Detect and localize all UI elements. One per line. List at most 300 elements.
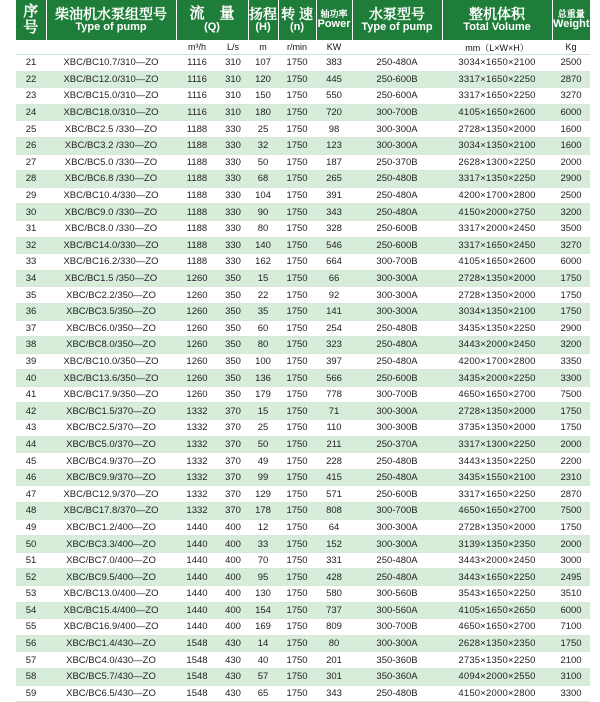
cell-flow: 1260 — [176, 353, 218, 370]
cell-type: XBC/BC6.0/350—ZO — [46, 320, 176, 337]
cell-vol: 3443×2000×2450 — [442, 552, 552, 569]
cell-vol: 4105×1650×2650 — [442, 602, 552, 619]
table-row — [16, 353, 590, 370]
cell-no: 40 — [16, 370, 46, 387]
cell-type: XBC/BC8.0/350—ZO — [46, 337, 176, 354]
cell-type: XBC/BC17.8/370—ZO — [46, 503, 176, 520]
cell-flow: 1188 — [176, 171, 218, 188]
cell-ls: 330 — [218, 254, 248, 271]
cell-lift: 169 — [248, 619, 278, 636]
cell-no: 55 — [16, 619, 46, 636]
cell-type: XBC/BC2.5/370—ZO — [46, 420, 176, 437]
cell-ptype: 350-360A — [352, 668, 442, 685]
cell-type: XBC/BC4.9/370—ZO — [46, 453, 176, 470]
cell-speed: 1750 — [278, 586, 316, 603]
cell-power: 71 — [316, 403, 352, 420]
header-type: 柴油机水泵组型号 Type of pump — [46, 0, 176, 40]
cell-type: XBC/BC3.5/350—ZO — [46, 303, 176, 320]
cell-ptype: 250-480A — [352, 55, 442, 72]
header-flow: 流 量 (Q) — [176, 0, 248, 40]
cell-vol: 3317×1650×2250 — [442, 88, 552, 105]
cell-vol: 3435×2000×2250 — [442, 370, 552, 387]
cell-type: XBC/BC17.9/350—ZO — [46, 386, 176, 403]
cell-no: 56 — [16, 635, 46, 652]
cell-no: 28 — [16, 171, 46, 188]
cell-flow: 1548 — [176, 685, 218, 702]
unit-cell: Kg — [552, 40, 590, 55]
table-row — [16, 237, 590, 254]
cell-weight: 2870 — [552, 486, 590, 503]
cell-lift: 25 — [248, 121, 278, 138]
cell-lift: 130 — [248, 586, 278, 603]
header-pump-type: 水泵型号 Type of pump — [352, 0, 442, 40]
cell-power: 141 — [316, 303, 352, 320]
cell-ptype: 250-600B — [352, 486, 442, 503]
cell-lift: 80 — [248, 337, 278, 354]
cell-ls: 350 — [218, 386, 248, 403]
table-row — [16, 436, 590, 453]
cell-weight: 1750 — [552, 635, 590, 652]
cell-weight: 3100 — [552, 668, 590, 685]
cell-flow: 1332 — [176, 403, 218, 420]
cell-weight: 2495 — [552, 569, 590, 586]
cell-weight: 3500 — [552, 220, 590, 237]
cell-vol: 2735×1350×2250 — [442, 652, 552, 669]
cell-lift: 95 — [248, 569, 278, 586]
cell-speed: 1750 — [278, 619, 316, 636]
cell-weight: 2310 — [552, 469, 590, 486]
cell-power: 550 — [316, 88, 352, 105]
cell-lift: 140 — [248, 237, 278, 254]
cell-lift: 50 — [248, 154, 278, 171]
cell-lift: 35 — [248, 303, 278, 320]
cell-power: 331 — [316, 552, 352, 569]
cell-power: 397 — [316, 353, 352, 370]
cell-power: 254 — [316, 320, 352, 337]
cell-speed: 1750 — [278, 88, 316, 105]
cell-vol: 4200×1700×2800 — [442, 353, 552, 370]
cell-no: 51 — [16, 552, 46, 569]
table-row — [16, 71, 590, 88]
cell-power: 201 — [316, 652, 352, 669]
cell-no: 32 — [16, 237, 46, 254]
cell-ls: 350 — [218, 270, 248, 287]
cell-flow: 1188 — [176, 254, 218, 271]
cell-type: XBC/BC4.0/430—ZO — [46, 652, 176, 669]
cell-ls: 350 — [218, 287, 248, 304]
cell-power: 808 — [316, 503, 352, 520]
cell-vol: 4094×2000×2550 — [442, 668, 552, 685]
cell-speed: 1750 — [278, 55, 316, 72]
cell-weight: 3200 — [552, 337, 590, 354]
cell-ptype: 250-480B — [352, 685, 442, 702]
cell-ls: 400 — [218, 569, 248, 586]
cell-weight: 2500 — [552, 55, 590, 72]
cell-ls: 330 — [218, 171, 248, 188]
cell-flow: 1440 — [176, 569, 218, 586]
cell-lift: 180 — [248, 104, 278, 121]
table-row — [16, 204, 590, 221]
cell-no: 34 — [16, 270, 46, 287]
cell-power: 323 — [316, 337, 352, 354]
cell-lift: 57 — [248, 668, 278, 685]
cell-speed: 1750 — [278, 320, 316, 337]
cell-ptype: 300-300A — [352, 536, 442, 553]
cell-ls: 400 — [218, 586, 248, 603]
cell-flow: 1188 — [176, 237, 218, 254]
table-row — [16, 519, 590, 536]
cell-weight: 2870 — [552, 71, 590, 88]
cell-ptype: 300-700B — [352, 503, 442, 520]
cell-power: 228 — [316, 453, 352, 470]
cell-speed: 1750 — [278, 254, 316, 271]
cell-ls: 430 — [218, 685, 248, 702]
cell-ptype: 300-300B — [352, 420, 442, 437]
cell-ptype: 250-480B — [352, 320, 442, 337]
cell-ls: 370 — [218, 436, 248, 453]
cell-no: 53 — [16, 586, 46, 603]
cell-type: XBC/BC16.9/400—ZO — [46, 619, 176, 636]
cell-speed: 1750 — [278, 220, 316, 237]
cell-ls: 430 — [218, 652, 248, 669]
table-row — [16, 171, 590, 188]
cell-speed: 1750 — [278, 353, 316, 370]
cell-speed: 1750 — [278, 154, 316, 171]
cell-type: XBC/BC10.7/310—ZO — [46, 55, 176, 72]
cell-no: 29 — [16, 187, 46, 204]
cell-no: 45 — [16, 453, 46, 470]
cell-lift: 49 — [248, 453, 278, 470]
cell-type: XBC/BC5.7/430—ZO — [46, 668, 176, 685]
cell-ptype: 250-480A — [352, 569, 442, 586]
cell-ptype: 250-480A — [352, 353, 442, 370]
cell-power: 445 — [316, 71, 352, 88]
cell-weight: 3300 — [552, 370, 590, 387]
cell-power: 66 — [316, 270, 352, 287]
cell-power: 80 — [316, 635, 352, 652]
cell-no: 27 — [16, 154, 46, 171]
cell-ls: 430 — [218, 635, 248, 652]
cell-weight: 7500 — [552, 503, 590, 520]
cell-speed: 1750 — [278, 303, 316, 320]
table-row — [16, 453, 590, 470]
cell-lift: 162 — [248, 254, 278, 271]
cell-flow: 1188 — [176, 187, 218, 204]
cell-lift: 90 — [248, 204, 278, 221]
cell-type: XBC/BC2.5 /330—ZO — [46, 121, 176, 138]
cell-no: 37 — [16, 320, 46, 337]
cell-lift: 178 — [248, 503, 278, 520]
cell-flow: 1116 — [176, 55, 218, 72]
cell-no: 52 — [16, 569, 46, 586]
cell-power: 566 — [316, 370, 352, 387]
cell-flow: 1116 — [176, 88, 218, 105]
header-no: 序 号 — [16, 0, 46, 40]
table-row — [16, 586, 590, 603]
cell-no: 35 — [16, 287, 46, 304]
cell-ptype: 250-480B — [352, 453, 442, 470]
cell-lift: 15 — [248, 403, 278, 420]
cell-type: XBC/BC3.2 /330—ZO — [46, 137, 176, 154]
cell-flow: 1260 — [176, 337, 218, 354]
cell-no: 25 — [16, 121, 46, 138]
cell-type: XBC/BC15.0/310—ZO — [46, 88, 176, 105]
cell-flow: 1548 — [176, 652, 218, 669]
cell-type: XBC/BC10.4/330—ZO — [46, 187, 176, 204]
table-row — [16, 668, 590, 685]
cell-speed: 1750 — [278, 652, 316, 669]
cell-ls: 330 — [218, 220, 248, 237]
cell-power: 571 — [316, 486, 352, 503]
cell-flow: 1188 — [176, 137, 218, 154]
cell-type: XBC/BC7.0/400—ZO — [46, 552, 176, 569]
cell-ptype: 300-300A — [352, 137, 442, 154]
cell-lift: 25 — [248, 420, 278, 437]
cell-ptype: 250-600B — [352, 237, 442, 254]
cell-type: XBC/BC12.9/370—ZO — [46, 486, 176, 503]
cell-ptype: 300-560B — [352, 586, 442, 603]
cell-weight: 1600 — [552, 137, 590, 154]
cell-speed: 1750 — [278, 104, 316, 121]
cell-power: 778 — [316, 386, 352, 403]
cell-lift: 68 — [248, 171, 278, 188]
table-row — [16, 187, 590, 204]
cell-lift: 60 — [248, 320, 278, 337]
cell-ls: 350 — [218, 303, 248, 320]
cell-type: XBC/BC14.0/330—ZO — [46, 237, 176, 254]
cell-speed: 1750 — [278, 602, 316, 619]
cell-speed: 1750 — [278, 237, 316, 254]
cell-flow: 1440 — [176, 619, 218, 636]
cell-type: XBC/BC3.3/400—ZO — [46, 536, 176, 553]
cell-type: XBC/BC13.6/350—ZO — [46, 370, 176, 387]
cell-flow: 1260 — [176, 320, 218, 337]
table-row — [16, 88, 590, 105]
cell-type: XBC/BC1.5/370—ZO — [46, 403, 176, 420]
table-row — [16, 254, 590, 271]
cell-speed: 1750 — [278, 503, 316, 520]
cell-lift: 107 — [248, 55, 278, 72]
cell-power: 737 — [316, 602, 352, 619]
cell-ptype: 300-300A — [352, 270, 442, 287]
cell-lift: 80 — [248, 220, 278, 237]
cell-ls: 370 — [218, 486, 248, 503]
cell-flow: 1332 — [176, 436, 218, 453]
cell-no: 38 — [16, 337, 46, 354]
cell-ls: 310 — [218, 55, 248, 72]
table-row — [16, 55, 590, 72]
cell-type: XBC/BC16.2/330—ZO — [46, 254, 176, 271]
cell-ls: 430 — [218, 668, 248, 685]
unit-cell: m — [248, 40, 278, 55]
cell-vol: 2728×1350×2000 — [442, 287, 552, 304]
table-row — [16, 486, 590, 503]
cell-type: XBC/BC13.0/400—ZO — [46, 586, 176, 603]
cell-no: 24 — [16, 104, 46, 121]
cell-ptype: 300-300A — [352, 303, 442, 320]
cell-flow: 1440 — [176, 536, 218, 553]
table-row — [16, 552, 590, 569]
cell-vol: 2728×1350×2000 — [442, 270, 552, 287]
cell-weight: 1750 — [552, 303, 590, 320]
cell-vol: 4200×1700×2800 — [442, 187, 552, 204]
cell-no: 59 — [16, 685, 46, 702]
cell-power: 211 — [316, 436, 352, 453]
cell-vol: 3443×2000×2450 — [442, 337, 552, 354]
table-row — [16, 137, 590, 154]
cell-speed: 1750 — [278, 171, 316, 188]
table-body — [16, 55, 590, 702]
cell-no: 57 — [16, 652, 46, 669]
table-row — [16, 503, 590, 520]
cell-ls: 310 — [218, 88, 248, 105]
cell-vol: 3139×1350×2350 — [442, 536, 552, 553]
cell-lift: 12 — [248, 519, 278, 536]
cell-speed: 1750 — [278, 204, 316, 221]
table-row — [16, 320, 590, 337]
cell-lift: 33 — [248, 536, 278, 553]
table-row — [16, 154, 590, 171]
header-power: 轴功率 Power — [316, 0, 352, 40]
cell-lift: 136 — [248, 370, 278, 387]
cell-ptype: 300-700B — [352, 619, 442, 636]
table-row — [16, 420, 590, 437]
cell-lift: 154 — [248, 602, 278, 619]
cell-vol: 3317×1650×2250 — [442, 71, 552, 88]
cell-ls: 400 — [218, 619, 248, 636]
cell-ls: 350 — [218, 337, 248, 354]
cell-ptype: 300-300A — [352, 519, 442, 536]
cell-speed: 1750 — [278, 685, 316, 702]
cell-vol: 3735×1350×2000 — [442, 420, 552, 437]
cell-no: 23 — [16, 88, 46, 105]
cell-ls: 330 — [218, 154, 248, 171]
cell-flow: 1440 — [176, 552, 218, 569]
cell-lift: 179 — [248, 386, 278, 403]
table-row — [16, 403, 590, 420]
cell-ptype: 300-560A — [352, 602, 442, 619]
cell-weight: 2200 — [552, 453, 590, 470]
cell-weight: 2000 — [552, 536, 590, 553]
cell-type: XBC/BC15.4/400—ZO — [46, 602, 176, 619]
cell-speed: 1750 — [278, 668, 316, 685]
cell-type: XBC/BC5.0 /330—ZO — [46, 154, 176, 171]
cell-vol: 3034×1650×2100 — [442, 55, 552, 72]
cell-flow: 1548 — [176, 635, 218, 652]
cell-ls: 330 — [218, 237, 248, 254]
table-row — [16, 602, 590, 619]
cell-power: 428 — [316, 569, 352, 586]
cell-lift: 129 — [248, 486, 278, 503]
cell-type: XBC/BC9.0 /330—ZO — [46, 204, 176, 221]
table-row — [16, 536, 590, 553]
cell-ls: 370 — [218, 503, 248, 520]
cell-power: 546 — [316, 237, 352, 254]
cell-ptype: 300-300A — [352, 403, 442, 420]
cell-ls: 330 — [218, 204, 248, 221]
cell-vol: 3317×1300×2250 — [442, 436, 552, 453]
cell-type: XBC/BC8.0 /330—ZO — [46, 220, 176, 237]
cell-power: 809 — [316, 619, 352, 636]
table-row — [16, 569, 590, 586]
cell-speed: 1750 — [278, 453, 316, 470]
cell-vol: 3034×1350×2100 — [442, 303, 552, 320]
table-row — [16, 469, 590, 486]
cell-ls: 350 — [218, 320, 248, 337]
cell-speed: 1750 — [278, 386, 316, 403]
table-row — [16, 685, 590, 702]
cell-ls: 330 — [218, 137, 248, 154]
cell-flow: 1188 — [176, 121, 218, 138]
unit-cell — [16, 40, 46, 55]
cell-speed: 1750 — [278, 635, 316, 652]
cell-ptype: 300-700B — [352, 386, 442, 403]
cell-type: XBC/BC9.9/370—ZO — [46, 469, 176, 486]
cell-power: 123 — [316, 137, 352, 154]
cell-no: 36 — [16, 303, 46, 320]
cell-ls: 350 — [218, 353, 248, 370]
cell-speed: 1750 — [278, 137, 316, 154]
cell-type: XBC/BC1.2/400—ZO — [46, 519, 176, 536]
cell-no: 30 — [16, 204, 46, 221]
cell-no: 21 — [16, 55, 46, 72]
cell-ls: 370 — [218, 453, 248, 470]
table-row — [16, 370, 590, 387]
cell-flow: 1188 — [176, 220, 218, 237]
cell-vol: 4650×1650×2700 — [442, 386, 552, 403]
cell-ptype: 300-300A — [352, 287, 442, 304]
cell-ptype: 250-600A — [352, 88, 442, 105]
cell-vol: 3317×2000×2450 — [442, 220, 552, 237]
cell-power: 98 — [316, 121, 352, 138]
cell-speed: 1750 — [278, 536, 316, 553]
cell-type: XBC/BC9.5/400—ZO — [46, 569, 176, 586]
cell-speed: 1750 — [278, 337, 316, 354]
cell-ls: 370 — [218, 420, 248, 437]
cell-no: 42 — [16, 403, 46, 420]
cell-power: 415 — [316, 469, 352, 486]
cell-weight: 3000 — [552, 552, 590, 569]
cell-flow: 1332 — [176, 486, 218, 503]
cell-weight: 2100 — [552, 652, 590, 669]
header-volume: 整机体积 Total Volume — [442, 0, 552, 40]
cell-no: 33 — [16, 254, 46, 271]
cell-flow: 1260 — [176, 386, 218, 403]
cell-flow: 1116 — [176, 104, 218, 121]
cell-type: XBC/BC10.0/350—ZO — [46, 353, 176, 370]
cell-weight: 2000 — [552, 154, 590, 171]
cell-type: XBC/BC6.8 /330—ZO — [46, 171, 176, 188]
cell-power: 343 — [316, 685, 352, 702]
cell-power: 301 — [316, 668, 352, 685]
cell-weight: 6000 — [552, 602, 590, 619]
cell-ls: 350 — [218, 370, 248, 387]
table-row — [16, 635, 590, 652]
cell-speed: 1750 — [278, 486, 316, 503]
cell-power: 265 — [316, 171, 352, 188]
cell-no: 39 — [16, 353, 46, 370]
cell-type: XBC/BC18.0/310—ZO — [46, 104, 176, 121]
cell-flow: 1260 — [176, 270, 218, 287]
cell-ptype: 250-600B — [352, 370, 442, 387]
cell-no: 26 — [16, 137, 46, 154]
cell-vol: 2628×1300×2250 — [442, 154, 552, 171]
cell-ls: 400 — [218, 519, 248, 536]
cell-power: 328 — [316, 220, 352, 237]
cell-vol: 4650×1650×2700 — [442, 503, 552, 520]
cell-power: 110 — [316, 420, 352, 437]
unit-cell: L/s — [218, 40, 248, 55]
